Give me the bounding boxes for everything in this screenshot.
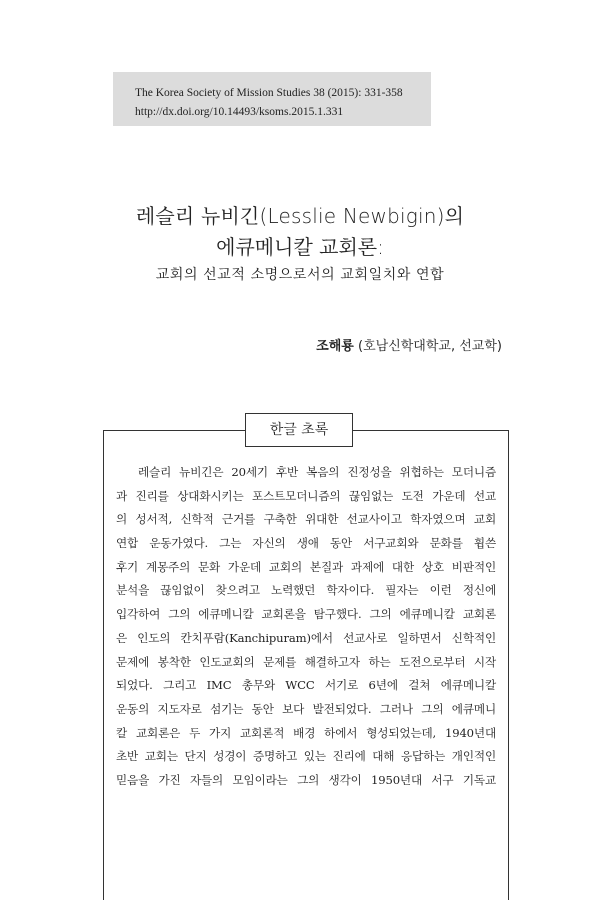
abstract-line: 연합 운동가였다. 그는 자신의 생애 동안 서구교회와 문화를 휩쓴 — [116, 536, 496, 551]
author-line — [316, 335, 502, 354]
abstract-line: 입각하여 그의 에큐메니칼 교회론을 탐구했다. 그의 에큐메니칼 교회론 — [116, 607, 496, 622]
abstract-line: 운동의 지도자로 섬기는 동안 보다 발전되었다. 그러나 그의 에큐메니 — [116, 701, 496, 716]
abstract-line: 의 성서적, 신학적 근거를 구축한 위대한 선교사이고 학자였으며 교회 — [116, 512, 496, 527]
abstract-line: 초반 교회는 단지 성경이 증명하고 있는 진리에 대해 응답하는 개인적인 — [116, 749, 496, 764]
journal-header-box — [113, 72, 431, 126]
journal-doi[interactable]: http://dx.doi.org/10.14493/ksoms.2015.1.331 — [135, 106, 344, 118]
abstract-heading: 한글 초록 — [245, 413, 353, 447]
paper-subtitle: 교회의 선교적 소명으로서의 교회일치와 연합 — [155, 267, 445, 283]
abstract-line: 칼 교회론은 두 가지 교회론적 배경 하에서 형성되었는데, 1940년대 — [116, 725, 496, 740]
author-affiliation: (호남신학대학교, 선교학) — [358, 339, 502, 354]
abstract-line: 믿음을 가진 자들의 모임이라는 그의 생각이 1950년대 서구 기독교 — [116, 772, 496, 787]
journal-citation: The Korea Society of Mission Studies 38 (2015): 331-358 — [135, 87, 403, 99]
abstract-line: 과 진리를 상대화시키는 포스트모더니즘의 끊임없는 도전 가운데 선교 — [116, 488, 496, 503]
paper-title-line-2: 에큐메니칼 교회론: — [216, 235, 384, 259]
abstract-line: 은 인도의 칸치푸람(Kanchipuram)에서 선교사로 일하면서 신학적인 — [116, 630, 496, 645]
abstract-line: 문제에 봉착한 인도교회의 문제를 해결하고자 하는 도전으로부터 시작 — [116, 654, 496, 669]
abstract-line: 후기 계몽주의 문화 가운데 교회의 본질과 과제에 대한 상호 비판적인 — [116, 559, 496, 574]
author-name: 조해룡 — [316, 339, 354, 354]
abstract-line: 되었다. 그리고 IMC 총무와 WCC 서기로 6년에 걸쳐 에큐메니칼 — [116, 678, 496, 693]
abstract-line: 분석을 끊임없이 찾으려고 노력했던 학자이다. 필자는 이런 정신에 — [116, 583, 496, 598]
abstract-line: 레슬리 뉴비긴은 20세기 후반 복음의 진정성을 위협하는 모더니즘 — [138, 465, 496, 479]
paper-title-line-1: 레슬리 뉴비긴(Lesslie Newbigin)의 — [135, 204, 465, 228]
abstract-body — [116, 462, 496, 794]
